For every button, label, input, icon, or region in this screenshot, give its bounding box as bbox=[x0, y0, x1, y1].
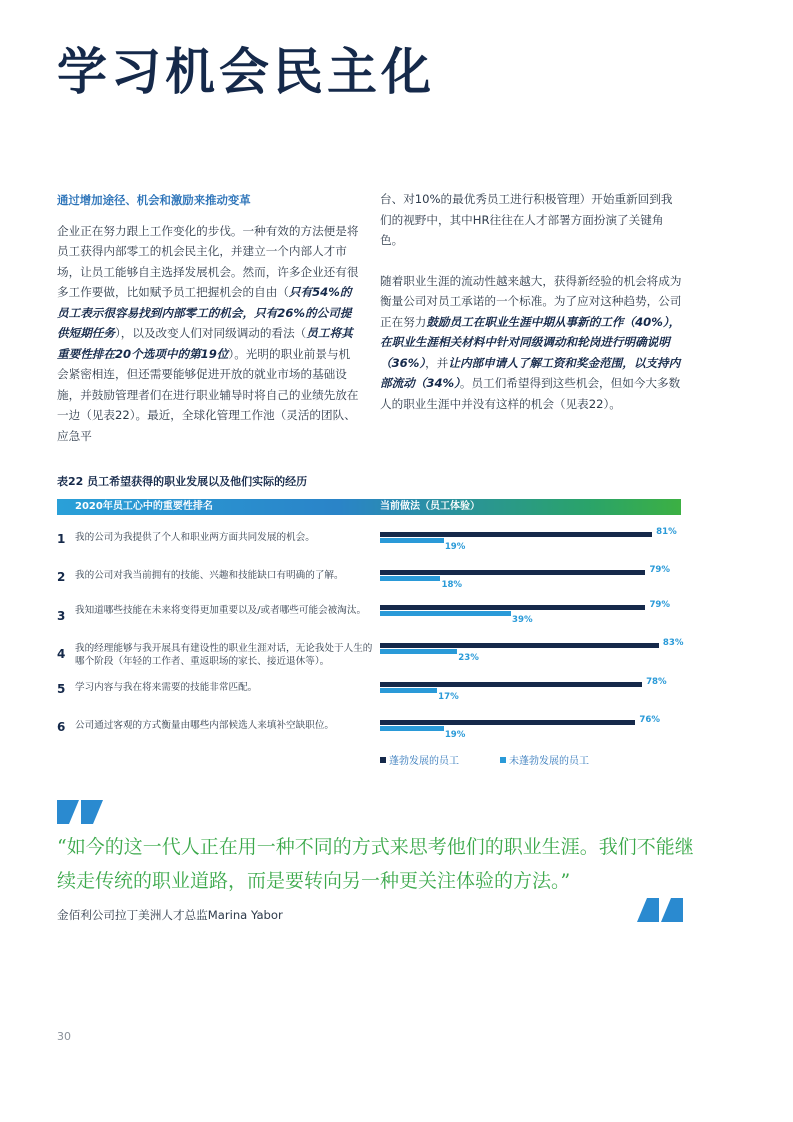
legend-item-thriving bbox=[380, 752, 459, 767]
category-label: 学习内容与我在将来需要的技能非常匹配。 bbox=[75, 682, 258, 693]
emphasis-text: 只有54%的员工表示很容易找到内部零工的机会，只有26%的公司提供短期任务 bbox=[57, 285, 352, 340]
emphasis-text: 让内部申请人了解工资和奖金范围，以支持内部流动（34%） bbox=[380, 355, 681, 390]
value-label-not-thriving: 19% bbox=[444, 542, 466, 552]
legend-label: 未蓬勃发展的员工 bbox=[509, 756, 589, 767]
bar-thriving bbox=[380, 570, 645, 575]
chart-title: 表22 员工希望获得的职业发展以及他们实际的经历 bbox=[57, 475, 308, 488]
left-column bbox=[57, 190, 359, 446]
quote-open-icon bbox=[57, 800, 103, 824]
chart-header-bar bbox=[57, 499, 681, 515]
legend-item-not-thriving bbox=[500, 752, 589, 767]
page-title: 学习机会民主化 bbox=[57, 43, 435, 101]
bar-not-thriving bbox=[380, 576, 440, 581]
value-label-not-thriving: 18% bbox=[441, 580, 463, 590]
body-text: ，并 bbox=[425, 355, 449, 370]
bar-not-thriving bbox=[380, 611, 511, 616]
bar-thriving bbox=[380, 532, 652, 537]
value-label-thriving: 79% bbox=[649, 565, 671, 575]
bar-thriving bbox=[380, 605, 645, 610]
body-text: ）。光明的职业前景与机会紧密相连，但还需要能够促进开放的就业市场的基础设施，并鼓励管理者们在进行职业辅导时将自己的业绩先放在一边（见表22）。最近，全球化管理工作池（灵活的团队、应急平 bbox=[57, 346, 359, 443]
bar-not-thriving bbox=[380, 538, 444, 543]
page-number: 30 bbox=[57, 1030, 71, 1043]
body-paragraph bbox=[380, 271, 682, 415]
legend-swatch-light bbox=[500, 757, 506, 763]
section-subheading: 通过增加途径、机会和激励来推动变革 bbox=[57, 193, 251, 207]
rank-number: 6 bbox=[57, 720, 66, 734]
value-label-not-thriving: 19% bbox=[444, 730, 466, 740]
chart-header-left: 2020年员工心中的重要性排名 bbox=[75, 501, 213, 512]
value-label-thriving: 78% bbox=[646, 677, 667, 687]
rank-number: 1 bbox=[57, 532, 66, 546]
value-label-thriving: 81% bbox=[656, 527, 677, 537]
value-label-not-thriving: 17% bbox=[438, 692, 459, 702]
body-text: 随着职业生涯的流动性越来越大，获得新经验的机会将成为衡量公司对员工承诺的一个标准。为了应对这种趋势，公司正在努力 bbox=[380, 273, 682, 329]
bar-thriving bbox=[380, 643, 659, 648]
body-text: ），以及改变人们对同级调动的看法（ bbox=[114, 326, 307, 340]
emphasis-text: 鼓励员工在职业生涯中期从事新的工作（40%），在职业生涯相关材料中针对同级调动和轮岗进行明确说明（36%） bbox=[380, 314, 681, 370]
legend-label: 蓬勃发展的员工 bbox=[389, 756, 459, 767]
rank-number: 3 bbox=[57, 609, 66, 623]
rank-number: 4 bbox=[57, 647, 66, 661]
category-label: 我的公司为我提供了个人和职业两方面共同发展的机会。 bbox=[75, 532, 315, 543]
value-label-not-thriving: 39% bbox=[512, 615, 533, 625]
bar-not-thriving bbox=[380, 726, 444, 731]
value-label-thriving: 79% bbox=[649, 600, 671, 610]
bar-not-thriving bbox=[380, 649, 457, 654]
value-label-not-thriving: 23% bbox=[458, 653, 479, 663]
category-label: 我知道哪些技能在未来将变得更加重要以及/或者哪些可能会被淘汰。 bbox=[75, 605, 367, 616]
value-label-thriving: 76% bbox=[639, 715, 660, 725]
quote-close-icon bbox=[637, 898, 683, 922]
rank-number: 5 bbox=[57, 682, 66, 696]
category-label: 我的经理能够与我开展具有建设性的职业生涯对话，无论我处于人生的哪个阶段（年轻的工作者、重返职场的家长、接近退休等）。 bbox=[75, 643, 373, 667]
right-column bbox=[380, 189, 682, 414]
emphasis-text: 员工将其重要性排在20个选项中的第19位 bbox=[57, 326, 353, 361]
rank-number: 2 bbox=[57, 570, 66, 584]
body-paragraph bbox=[57, 221, 359, 447]
pull-quote: “如今的这一代人正在用一种不同的方式来思考他们的职业生涯。我们不能继续走传统的职业道路，而是要转向另一种更关注体验的方法。” bbox=[57, 836, 694, 892]
bar-not-thriving bbox=[380, 688, 437, 693]
bar-thriving bbox=[380, 682, 642, 687]
legend-swatch-dark bbox=[380, 757, 386, 763]
category-label: 公司通过客观的方式衡量由哪些内部候选人来填补空缺职位。 bbox=[75, 720, 335, 731]
category-label: 我的公司对我当前拥有的技能、兴趣和技能缺口有明确的了解。 bbox=[75, 570, 344, 581]
quote-attribution: 金佰利公司拉丁美洲人才总监Marina Yabor bbox=[57, 908, 283, 922]
chart-header-right: 当前做法（员工体验） bbox=[380, 501, 480, 512]
body-text: 企业正在努力跟上工作变化的步伐。一种有效的方法便是将员工获得内部零工的机会民主化，并建立一个内部人才市场，让员工能够自主选择发展机会。然而，许多企业还有很多工作要做，比如赋予员工把握机会的自由（ bbox=[57, 223, 359, 299]
value-label-thriving: 83% bbox=[662, 638, 684, 648]
body-paragraph: 台、对10%的最优秀员工进行积极管理）开始重新回到我们的视野中，其中HR往往在人才部署方面扮演了关键角色。 bbox=[380, 192, 673, 247]
body-text: 。员工们希望得到这些机会，但如今大多数人的职业生涯中并没有这样的机会（见表22）。 bbox=[380, 376, 681, 411]
bar-thriving bbox=[380, 720, 635, 725]
